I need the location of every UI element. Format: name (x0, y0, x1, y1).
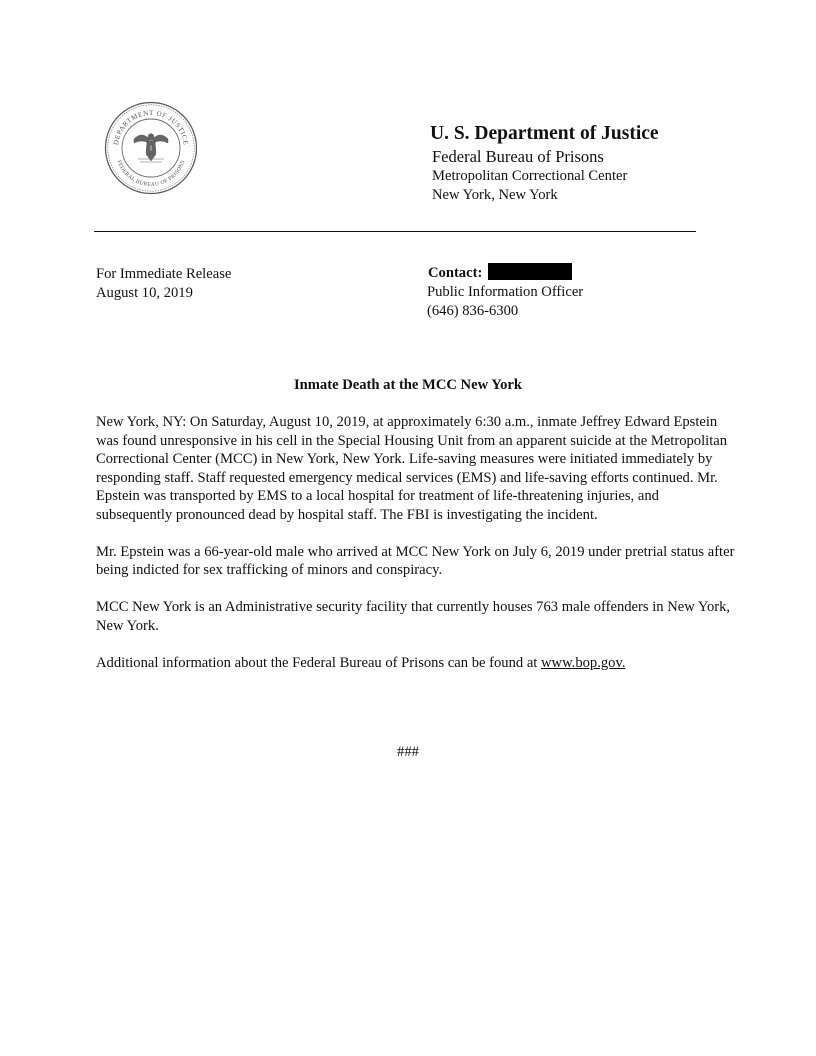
doj-seal-icon (104, 101, 198, 195)
release-info (96, 265, 231, 303)
bop-website-link[interactable]: www.bop.gov. (541, 654, 626, 671)
facility-name: Metropolitan Correctional Center (432, 168, 628, 184)
facility-location: New York, New York (432, 187, 558, 203)
body-paragraph-2: Mr. Epstein was a 66-year-old male who arrived at MCC New York on July 6, 2019 under pretrial status after being indicted for sex trafficking of minors and conspiracy. (96, 543, 735, 578)
seal-top-text: DEPARTMENT OF JUSTICE (112, 108, 190, 146)
release-date: August 10, 2019 (96, 285, 193, 301)
end-mark: ### (397, 744, 419, 760)
press-release-body (96, 413, 736, 691)
seal-bottom-text: FEDERAL BUREAU OF PRISONS (115, 159, 187, 189)
release-label: For Immediate Release (96, 266, 232, 282)
header-divider (94, 231, 696, 232)
press-release-headline: Inmate Death at the MCC New York (293, 377, 523, 393)
body-paragraph-1: New York, NY: On Saturday, August 10, 2019, at approximately 6:30 a.m., inmate Jeffrey Edward Epstein was found unresponsive in his cell in the Special Housing Unit from an apparent suicide at the Metropolitan Correctional Center (MCC) in New York, New York. Life-saving measures were initiated immediately by responding staff. Staff requested emergency medical services (EMS) and life-saving efforts continued. Mr. Epstein was transported by EMS to a local hospital for treatment of life-threatening injuries, and subsequently pronounced dead by hospital staff. The FBI is investigating the incident. (96, 414, 728, 523)
body-paragraph-4-text: Additional information about the Federal Bureau of Prisons can be found at (96, 654, 542, 671)
bureau-name: Federal Bureau of Prisons (432, 147, 604, 166)
contact-phone: (646) 836-6300 (427, 303, 519, 319)
contact-title: Public Information Officer (427, 284, 584, 300)
contact-info (427, 263, 583, 321)
department-name: U. S. Department of Justice (430, 123, 659, 144)
body-paragraph-3: MCC New York is an Administrative security facility that currently houses 763 male offenders in New York, New York. (96, 599, 731, 634)
contact-label: Contact: (428, 265, 483, 281)
redaction-block (488, 263, 572, 280)
agency-header (430, 122, 790, 205)
body-paragraph-4 (96, 654, 736, 673)
